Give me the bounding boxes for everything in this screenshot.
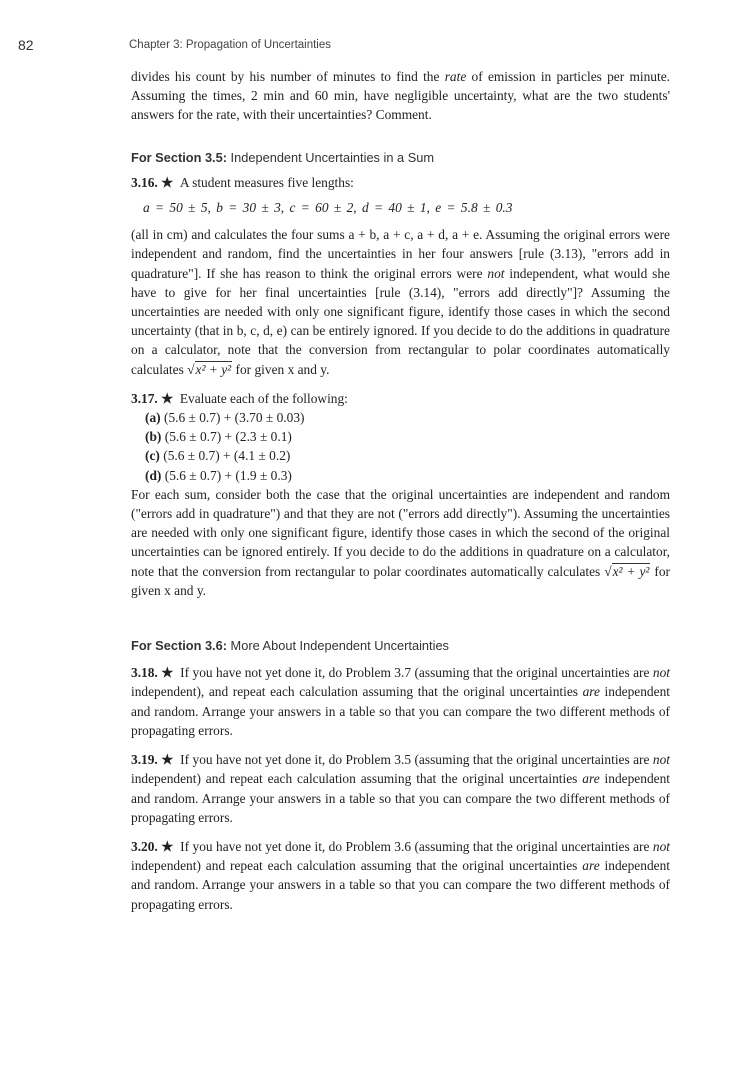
lengths-equation: a = 50 ± 5, b = 30 ± 3, c = 60 ± 2, d = 40 ± 1, e = 5.8 ± 0.3	[143, 200, 513, 216]
problem-body-text: If you have not yet done it, do Problem 3.5 (assuming that the original uncertainties are	[180, 752, 653, 768]
problem-number: 3.19. ★	[131, 752, 174, 768]
problem-number: 3.20. ★	[131, 838, 174, 854]
section-heading-3-5	[131, 148, 670, 167]
sqrt-expression: √x² + y²	[187, 361, 232, 377]
sqrt-expression: √x² + y²	[604, 563, 650, 579]
part-label: (b)	[145, 429, 162, 445]
problem-number: 3.16. ★	[131, 174, 174, 190]
running-head: Chapter 3: Propagation of Uncertainties	[129, 39, 332, 51]
problem-body-text: (all in cm) and calculates the four sums a + b, a + c, a + d, a + e. Assuming the original errors were independent and random, find the uncertainties in her four answers [rule (3.13), "errors add in quadrature"]. If she has reason to think the original errors were	[131, 227, 670, 281]
problem-body-text: independent, what would she have to give for her final uncertainties [rule (3.14), "errors add directly"]? Assuming the uncertainties are needed with only one significant figure, identify those cases in which the second uncertainty (that in b, c, d, e) can be entirely ignored. If you decide to do the additions in quadrature on a calculator, note that the conversion from rectangular to polar coordinates automatically calculates	[131, 265, 670, 377]
problem-body-text: For each sum, consider both the case that the original uncertainties are independent and random ("errors add in quadrature") and that they are not ("errors add directly"). Assuming the uncertainties are needed with only one significant figure, identify those cases in which the second of the original uncertainties can be ignored entirely. If you decide to do the additions in quadrature on a calculator, note that the conversion from rectangular to polar coordinates automatically calculates	[131, 486, 670, 579]
section-heading-3-6	[131, 636, 670, 655]
problem-3-18	[131, 663, 670, 740]
problem-body-text: independent and random. Arrange your answers in a table so that you can compare the two different methods of propagating errors.	[131, 684, 670, 738]
problem-3-16-body	[131, 225, 670, 379]
part-expression: (5.6 ± 0.7) + (2.3 ± 0.1)	[164, 429, 292, 445]
part-a	[145, 408, 670, 427]
problem-body-text: for given x and y.	[232, 361, 330, 377]
problem-parts-list	[145, 408, 670, 485]
problem-body-text: independent) and repeat each calculation assuming that the original uncertainties	[131, 771, 583, 787]
part-label: (d)	[145, 467, 162, 483]
part-label: (a)	[145, 410, 161, 426]
problem-intro: Evaluate each of the following:	[179, 390, 348, 406]
section-title: More About Independent Uncertainties	[227, 638, 449, 654]
section-label: For Section 3.6:	[131, 638, 227, 654]
problem-body-text: for given x and y.	[131, 563, 670, 598]
problem-intro: A student measures five lengths:	[179, 174, 354, 190]
emphasis-not: not	[487, 265, 505, 281]
page-number: 82	[18, 37, 34, 53]
problem-body-text: independent and random. Arrange your answers in a table so that you can compare the two different methods of propagating errors.	[131, 771, 670, 825]
problem-3-16	[131, 173, 670, 192]
emphasis-are: are	[582, 771, 600, 787]
section-title: Independent Uncertainties in a Sum	[227, 149, 435, 165]
page-body	[131, 67, 670, 914]
part-label: (c)	[145, 448, 160, 464]
emphasis-rate: rate	[444, 69, 467, 84]
part-d	[145, 466, 670, 485]
radicand: x² + y²	[195, 361, 232, 377]
part-c	[145, 446, 670, 465]
problem-3-17	[131, 389, 670, 408]
intro-paragraph	[131, 67, 670, 125]
radicand: x² + y²	[612, 563, 650, 579]
problem-3-19	[131, 750, 670, 827]
emphasis-not: not	[652, 665, 671, 681]
part-expression: (5.6 ± 0.7) + (4.1 ± 0.2)	[163, 448, 291, 464]
problem-number: 3.17. ★	[131, 390, 174, 406]
problem-body-text: independent), and repeat each calculation assuming that the original uncertainties	[131, 684, 583, 700]
emphasis-are: are	[582, 684, 600, 700]
emphasis-not: not	[652, 752, 671, 768]
problem-3-17-body	[131, 485, 670, 600]
emphasis-are: are	[582, 858, 600, 874]
problem-number: 3.18. ★	[131, 665, 174, 681]
problem-body-text: independent and random. Arrange your answers in a table so that you can compare the two different methods of propagating errors.	[131, 858, 670, 912]
emphasis-not: not	[652, 838, 671, 854]
part-expression: (5.6 ± 0.7) + (1.9 ± 0.3)	[164, 467, 292, 483]
problem-body-text: independent) and repeat each calculation assuming that the original uncertainties	[131, 858, 583, 874]
part-expression: (5.6 ± 0.7) + (3.70 ± 0.03)	[163, 410, 305, 426]
problem-3-20	[131, 837, 670, 914]
problem-body-text: If you have not yet done it, do Problem 3.6 (assuming that the original uncertainties are	[180, 838, 653, 854]
part-b	[145, 427, 670, 446]
problem-body-text: If you have not yet done it, do Problem 3.7 (assuming that the original uncertainties are	[180, 665, 653, 681]
intro-text: divides his count by his number of minutes to find the	[131, 69, 445, 84]
section-label: For Section 3.5:	[131, 149, 227, 165]
intro-text-cont: of emission in particles per minute. Assuming the times, 2 min and 60 min, have negligible uncertainty, what are the two students' answers for the rate, with their uncertainties? Comment.	[131, 69, 670, 123]
